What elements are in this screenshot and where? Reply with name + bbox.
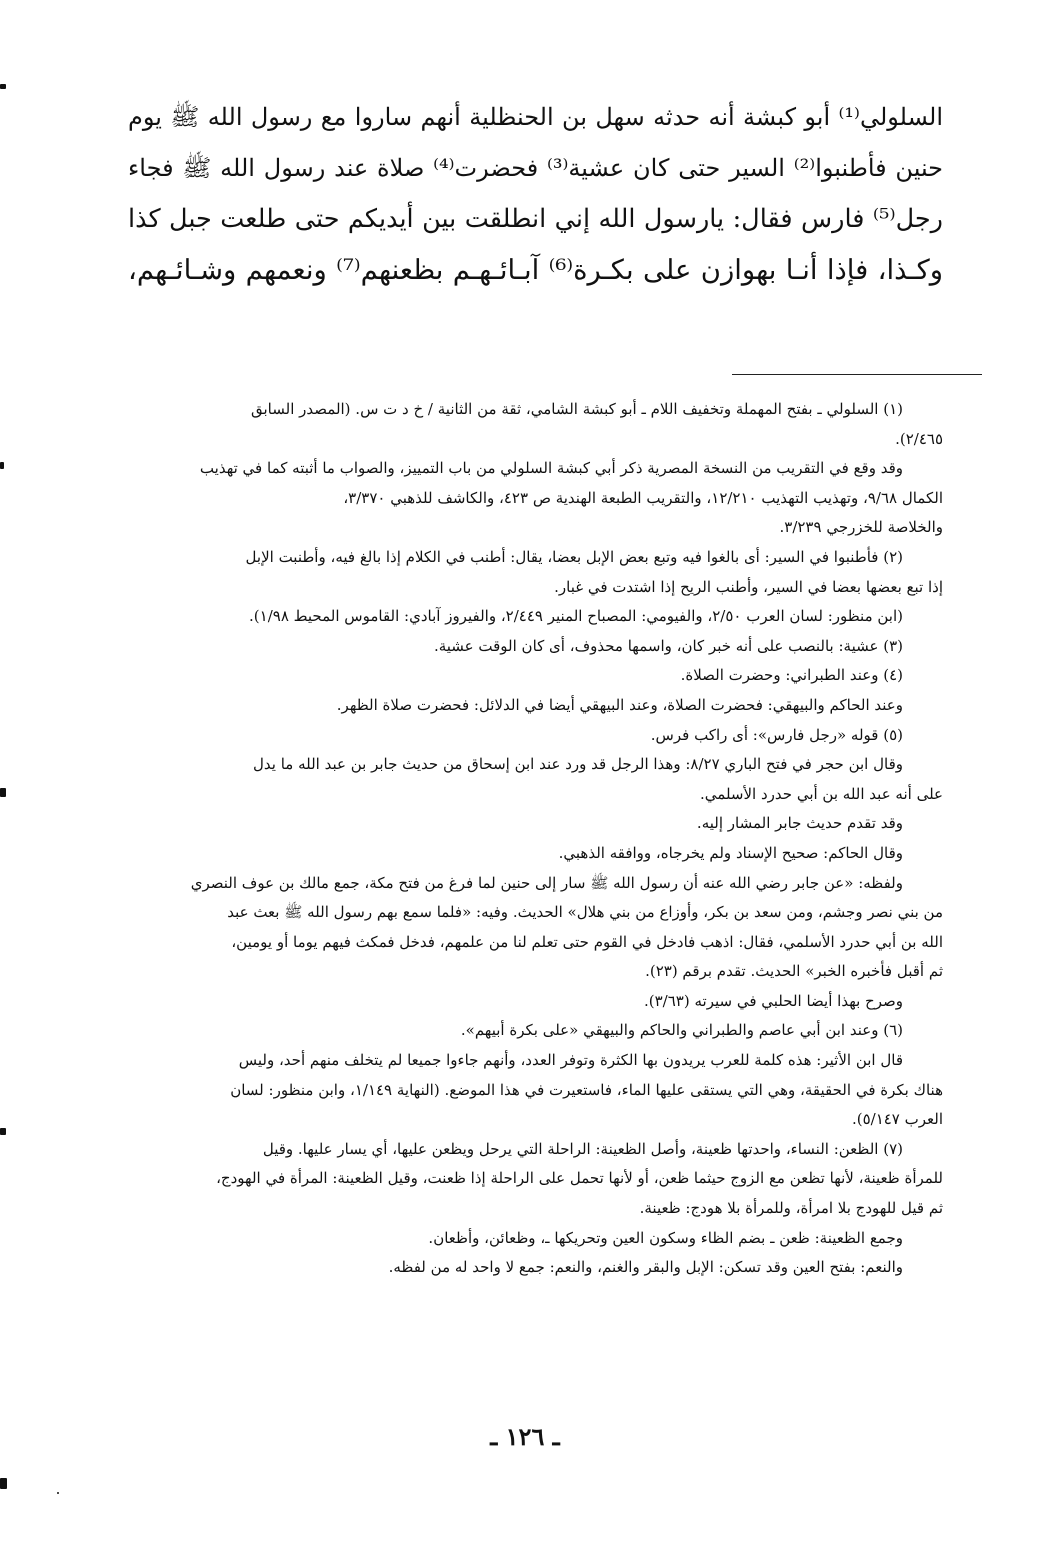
main-text-line: حنين فأطنبوا⁽²⁾ السير حتى كان عشية⁽³⁾ فحضرت⁽⁴⁾ صلاة عند رسول الله ﷺ فجاء: [128, 154, 944, 182]
scan-margin-mark: [0, 788, 6, 797]
scan-speck: [57, 1492, 59, 1494]
footnote-line: ثم أقبل فأخبره الخبر» الحديث. تقدم برقم (٢٣).: [645, 962, 943, 981]
main-text-block: [128, 92, 943, 296]
footnote-line: (١) السلولي ـ بفتح المهملة وتخفيف اللام ـ أبو كبشة الشامي، ثقة من الثانية / خ د ت س. (المصدر السابق: [251, 400, 903, 418]
footnote-line: ٢/٤٦٥).: [895, 429, 943, 448]
footnote-line: ولفظه: «عن جابر رضي الله عنه أن رسول الله ﷺ سار إلى حنين لما فرغ من فتح مكة، جمع مالك بن عوف النصري: [190, 873, 903, 892]
footnote-line: إذا تبع بعضها بعضا في السير، وأطنب الريح إذا اشتدت في غبار.: [554, 577, 943, 596]
footnote-line: وعند الحاكم والبيهقي: فحضرت الصلاة، وعند البيهقي أيضا في الدلائل: فحضرت صلاة الظهر.: [336, 695, 903, 714]
footnote-line: للمرأة ظعينة، لأنها تظعن مع الزوج حيثما ظعن، أو لأنها تحمل على الراحلة إذا ظعنت، وقيل الظعينة: المرأة في الهودج،: [216, 1169, 943, 1188]
footnote-line: وصرح بهذا أيضا الحلبي في سيرته (٣/٦٣).: [644, 991, 903, 1010]
footnote-line: ثم قيل للهودج بلا امرأة، وللمرأة بلا هودج: ظعينة.: [639, 1199, 943, 1218]
footnote-line: (٥) قوله «رجل فارس»: أى راكب فرس.: [650, 725, 903, 744]
footnote-line: على أنه عبد الله بن أبي حدرد الأسلمي.: [700, 784, 943, 803]
footnote-line: (ابن منظور: لسان العرب ٢/٥٠، والفيومي: المصباح المنير ٢/٤٤٩، والفيروز آبادي: القاموس المحيط ١/٩٨).: [249, 607, 903, 626]
footnote-line: وقال ابن حجر في فتح الباري ٨/٢٧: وهذا الرجل قد ورد عند ابن إسحاق من حديث جابر بن عبد الله ما يدل: [253, 755, 903, 774]
main-text-line: وكـذا، فإذا أنـا بهوازن على بكـرة⁽⁶⁾ آبـائـهـم بظعنهم⁽⁷⁾ ونعمهم وشـائـهم،: [128, 254, 944, 286]
footnote-line: (٣) عشية: بالنصب على أنه خبر كان، واسمها محذوف، أى كان الوقت عشية.: [433, 636, 903, 655]
footnote-line: العرب ٥/١٤٧).: [851, 1110, 943, 1129]
footnote-line: والنعم: بفتح العين وقد تسكن: الإبل والبقر والغنم، والنعم: جمع لا واحد له من لفظه.: [388, 1258, 903, 1277]
footnotes-block: [135, 395, 943, 1283]
footnote-line: وقال الحاكم: صحيح الإسناد ولم يخرجاه، ووافقه الذهبي.: [558, 843, 903, 862]
main-text-line: السلولي⁽¹⁾ أبو كبشة أنه حدثه سهل بن الحنظلية أنهم ساروا مع رسول الله ﷺ يوم: [128, 103, 943, 131]
footnote-line: (٦) وعند ابن أبي عاصم والطبراني والحاكم والبيهقي «على بكرة أبيهم».: [460, 1021, 903, 1040]
footnote-line: (٧) الظعن: النساء، واحدتها ظعينة، وأصل الظعينة: الراحلة التي يرحل ويظعن عليها، أي يسار عليها. وقيل: [262, 1139, 903, 1158]
scan-margin-mark: [0, 84, 6, 89]
scan-margin-mark: [0, 1478, 7, 1489]
footnote-line: وقد تقدم حديث جابر المشار إليه.: [696, 814, 903, 833]
scan-margin-mark: [0, 1128, 6, 1135]
footnote-line: قال ابن الأثير: هذه كلمة للعرب يريدون بها الكثرة وتوفر العدد، وأنهم جاءوا جميعا لم يتخلف منهم أحد، وليس: [238, 1051, 903, 1070]
footnote-line: هناك بكرة في الحقيقة، وهي التي يستقى عليها الماء، فاستعيرت في هذا الموضع. (النهاية ١/١٤٩، وابن منظور: لسان: [230, 1080, 943, 1099]
footnote-line: من بني نصر وجشم، ومن سعد بن بكر، وأوزاع من بني هلال» الحديث. وفيه: «فلما سمع بهم رسول الله ﷺ بعث عبد: [227, 903, 943, 922]
page-number: ـ ١٢٦ ـ: [490, 1422, 560, 1451]
footnote-line: (٤) وعند الطبراني: وحضرت الصلاة.: [680, 666, 903, 685]
main-text-line: رجل⁽⁵⁾ فارس فقال: يارسول الله إني انطلقت بين أيديكم حتى طلعت جبل كذا: [128, 204, 943, 234]
footnote-line: وجمع الظعينة: ظعن ـ بضم الظاء وسكون العين وتحريكها ـ، وظعائن، وأظعان.: [428, 1228, 903, 1247]
footnote-divider: [732, 374, 982, 375]
scan-margin-mark: [0, 462, 4, 469]
footnote-line: وقد وقع في التقريب من النسخة المصرية ذكر أبي كبشة السلولي من باب التمييز، والصواب ما أثبته كما في تهذيب: [199, 459, 903, 478]
footnote-line: الله بن أبي حدرد الأسلمي، فقال: اذهب فادخل في القوم حتى تعلم لنا من علمهم، فدخل فمكث فيهم يوما أو يومين،: [231, 932, 943, 951]
footnote-line: (٢) فأطنبوا في السير: أى بالغوا فيه وتبع بعض الإبل بعضا، يقال: أطنب في الكلام إذا بالغ فيه، وأطنبت الإبل: [245, 547, 903, 566]
footnote-line: والخلاصة للخزرجي ٣/٢٣٩.: [779, 518, 943, 537]
footnote-line: الكمال ٩/٦٨، وتهذيب التهذيب ١٢/٢١٠، والتقريب الطبعة الهندية ص ٤٢٣، والكاشف للذهبي ٣/٣٧٠،: [343, 488, 943, 507]
